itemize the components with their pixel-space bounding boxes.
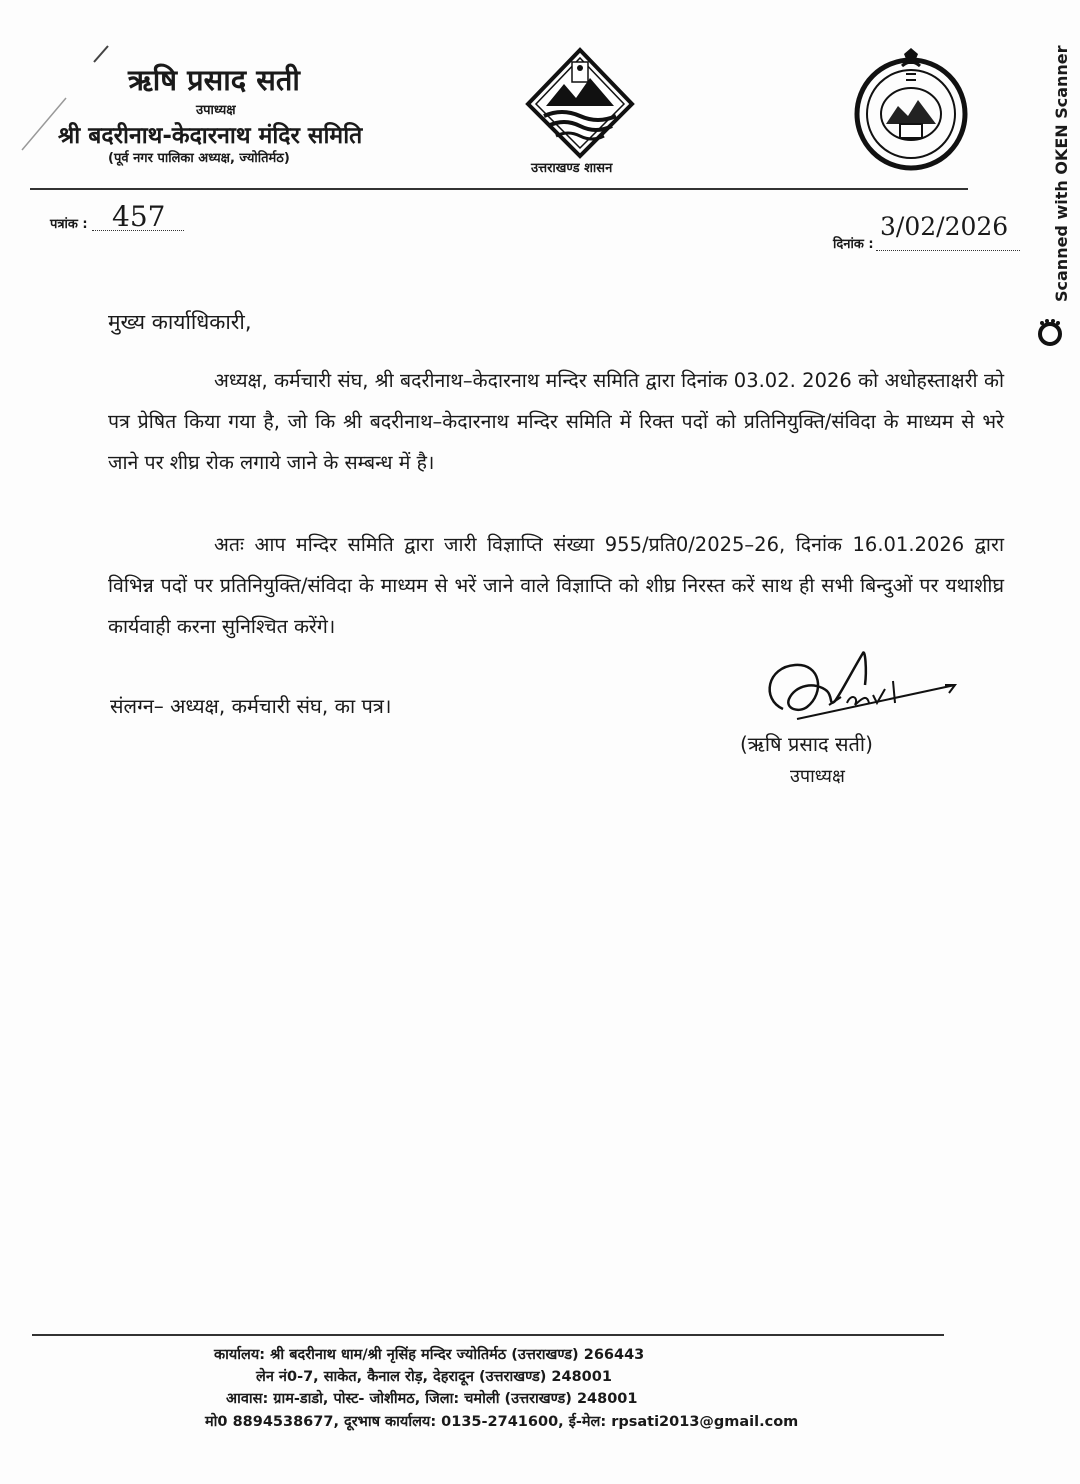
date-value: 3/02/2026 [880, 212, 1009, 241]
header-divider [30, 188, 968, 190]
reference-number: 457 [112, 200, 166, 233]
body-paragraph-2: अतः आप मन्दिर समिति द्वारा जारी विज्ञाप्ति संख्या 955/प्रति0/2025–26, दिनांक 16.01.2026 द्वारा विभिन्न पदों पर प्रतिनियुक्ति/संविदा के माध्यम से भरें जाने वाले विज्ञाप्ति को शीघ्र निरस्त करें साथ ही सभी बिन्दुओं पर यथाशीघ्र कार्यवाही करना सुनिश्चित करेंगे। [108, 533, 1004, 638]
scanner-watermark [1022, 12, 1080, 302]
scanner-watermark-text: Scanned with OKEN Scanner [1052, 45, 1071, 302]
footer-residence-address: आवास: ग्राम-डाडो, पोस्ट- जोशीमठ, जिला: चमोली (उत्तराखण्ड) 248001 [226, 1391, 638, 1407]
signatory-role: उपाध्यक्ष [790, 766, 845, 787]
body-paragraph-1: अध्यक्ष, कर्मचारी संघ, श्री बदरीनाथ–केदारनाथ मन्दिर समिति द्वारा दिनांक 03.02. 2026 को अधोहस्ताक्षरी को पत्र प्रेषित किया गया है, जो कि श्री बदरीनाथ–केदारनाथ मन्दिर समिति में रिक्त पदों को प्रतिनियुक्ति/संविदा के माध्यम से भरे जाने पर शीघ्र रोक लगाये जाने के सम्बन्ध में है। [108, 369, 1004, 474]
footer-divider [32, 1334, 944, 1336]
letterhead-role: उपाध्यक्ष [196, 103, 236, 118]
signatory-name: (ऋषि प्रसाद सती) [740, 732, 873, 756]
handwritten-signature [755, 645, 960, 735]
letterhead-former-post: (पूर्व नगर पालिका अध्यक्ष, ज्योतिर्मठ) [108, 151, 290, 166]
footer-office-address: कार्यालय: श्री बदरीनाथ धाम/श्री नृसिंह मन्दिर ज्योतिर्मठ (उत्तराखण्ड) 266443 [214, 1347, 645, 1363]
salutation: मुख्य कार्याधिकारी, [108, 310, 252, 334]
enclosure-note: संलग्न– अध्यक्ष, कर्मचारी संघ, का पत्र। [110, 694, 392, 718]
date-dotted-line [876, 250, 1020, 251]
letterhead-organization: श्री बदरीनाथ-केदारनाथ मंदिर समिति [58, 123, 363, 149]
footer-lane-address: लेन नं0-7, साकेत, कैनाल रोड़, देहरादून (उत्तराखण्ड) 248001 [256, 1369, 612, 1385]
footer-contact: मो0 8894538677, दूरभाष कार्यालय: 0135-2741600, ई-मेल: rpsati2013@gmail.com [205, 1414, 799, 1430]
scanner-logo-icon [1036, 318, 1064, 346]
reference-label: पत्रांक : [50, 217, 88, 232]
temple-committee-seal-logo [852, 48, 970, 172]
emblem-caption: उत्तराखण्ड शासन [531, 161, 613, 176]
letterhead-name: ऋषि प्रसाद सती [128, 63, 300, 97]
date-label: दिनांक : [833, 237, 874, 252]
